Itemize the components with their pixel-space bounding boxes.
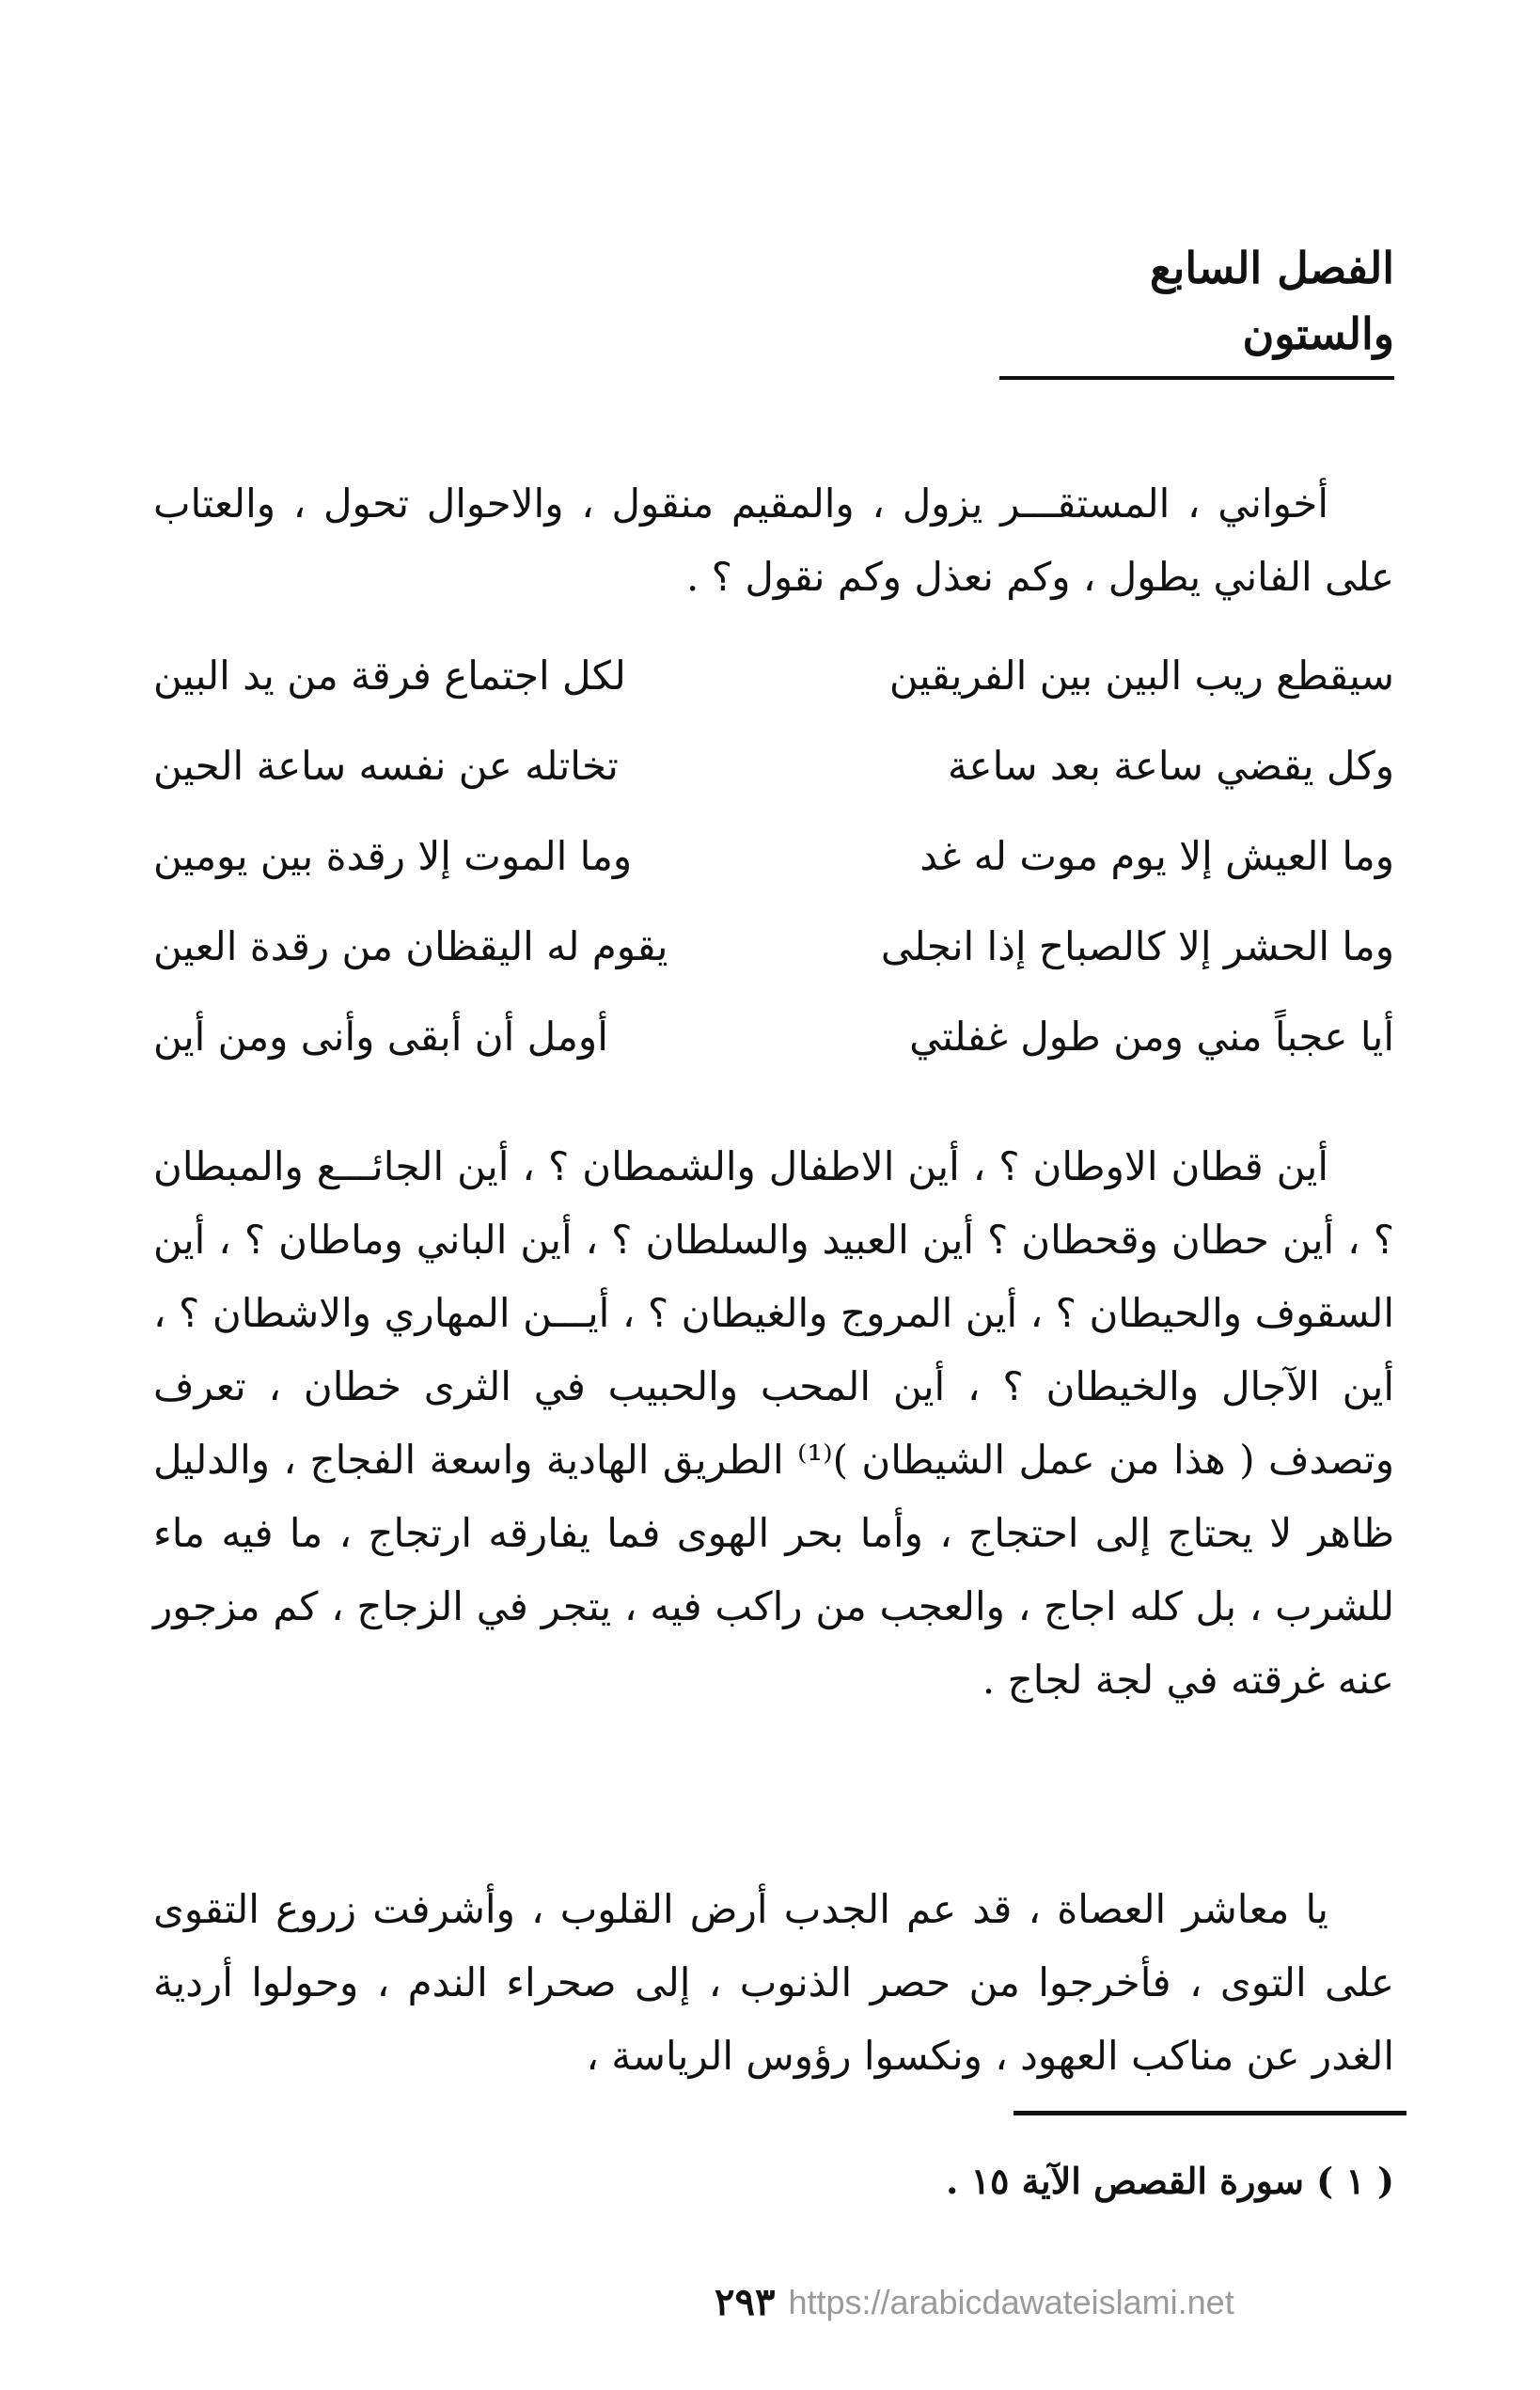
verse-first-hemistich: وكل يقضي ساعة بعد ساعة <box>948 742 1394 789</box>
verse-first-hemistich: سيقطع ريب البين بين الفريقين <box>888 652 1394 699</box>
verse-second-hemistich: وما الموت إلا رقدة بين يومين <box>153 832 633 879</box>
watermark-url: https://arabicdawateislami.net <box>788 2282 1234 2321</box>
paragraph-sinners: يا معاشر العصاة ، قد عم الجدب أرض القلوب ، وأشرفت زروع التقوى على التوى ، فأخرجوا من حصر الذنوب ، إلى صحراء الندم ، وحولوا أردية الغدر عن مناكب العهود ، ونكسوا رؤوس الرياسة ، <box>153 1886 1394 2079</box>
verse-second-hemistich: أومل أن أبقى وأنى ومن أين <box>153 1013 608 1060</box>
poem-verse <box>153 901 1394 991</box>
poem <box>153 630 1394 1081</box>
verse-second-hemistich: لكل اجتماع فرقة من يد البين <box>153 652 626 699</box>
chapter-title: الفصل السابع والستون <box>999 235 1394 380</box>
paragraph-where-are-they: أين قطان الاوطان ؟ ، أين الاطفال والشمطان ؟ ، أين الجائـــع والمبطان ؟ ، أين حطان وقحطان ؟ أين العبيد والسلطان ؟ ، أين الباني وماطان ؟ ، أين السقوف والحيطان ؟ ، أين المروج والغيطان ؟ ، أيـــن المهاري والاشطان ؟ ، أين الآجال والخيطان ؟ ، أين المحب والحبيب في الثرى خطان ، تعرف وتصدف ( هذا من عمل الشيطان )⁽¹⁾ الطريق الهادية واسعة الفجاج ، والدليل ظاهر لا يحتاج إلى احتجاج ، وأما بحر الهوى فما يفارقه ارتجاج ، ما فيه ماء للشرب ، بل كله اجاج ، والعجب من راكب فيه ، يتجر في الزجاج ، كم مزجور عنه غرقته في لجة لجاج . <box>153 1143 1394 1703</box>
page-footer <box>715 2280 1373 2324</box>
verse-first-hemistich: وما الحشر إلا كالصباح إذا انجلى <box>880 922 1394 969</box>
verse-first-hemistich: أيا عجباً مني ومن طول غفلتي <box>909 1013 1394 1060</box>
poem-verse <box>153 630 1394 720</box>
page-number: ٢٩٣ <box>715 2280 776 2324</box>
poem-verse <box>153 720 1394 810</box>
footnote: ( ١ ) سورة القصص الآية ١٥ . <box>946 2160 1394 2202</box>
verse-second-hemistich: يقوم له اليقظان من رقدة العين <box>153 922 668 969</box>
verse-second-hemistich: تخاتله عن نفسه ساعة الحين <box>153 742 619 789</box>
paragraph-opening: أخواني ، المستقـــر يزول ، والمقيم منقول ، والاحوال تحول ، والعتاب على الفاني يطول ، وكم نعذل وكم نقول ؟ . <box>153 480 1394 600</box>
poem-verse <box>153 991 1394 1081</box>
verse-first-hemistich: وما العيش إلا يوم موت له غد <box>919 832 1394 879</box>
poem-verse <box>153 810 1394 901</box>
footnote-divider <box>1014 2111 1406 2115</box>
